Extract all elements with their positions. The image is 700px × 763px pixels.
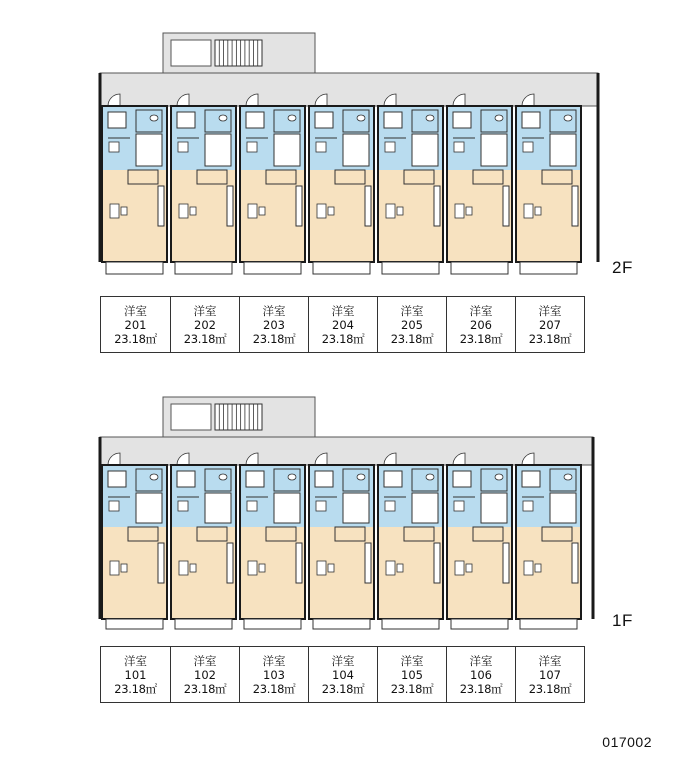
fridge [316, 142, 326, 152]
unit-cell: 洋室 202 23.18㎡ [170, 297, 239, 352]
desk [179, 561, 188, 575]
unit-bath [481, 134, 507, 166]
unit-bath [205, 493, 231, 523]
desk [110, 204, 119, 218]
wall-storage [572, 186, 578, 226]
wall-storage [434, 186, 440, 226]
fridge [178, 501, 188, 511]
wall-storage [434, 543, 440, 583]
washbasin [177, 471, 195, 487]
desk [179, 204, 188, 218]
unit-cell: 洋室 204 23.18㎡ [308, 297, 377, 352]
washbasin [384, 112, 402, 128]
chair [190, 564, 196, 572]
chair [328, 564, 334, 572]
toilet [288, 115, 296, 121]
balcony [244, 619, 301, 629]
unit-cell: 洋室 102 23.18㎡ [170, 647, 239, 702]
toilet [564, 474, 572, 480]
balcony [520, 619, 577, 629]
washbasin [522, 112, 540, 128]
desk [317, 204, 326, 218]
balcony [106, 619, 163, 629]
desk [386, 204, 395, 218]
unit-bath [274, 493, 300, 523]
fridge [247, 142, 257, 152]
unit-bath [412, 134, 438, 166]
fridge [454, 142, 464, 152]
wall-storage [503, 543, 509, 583]
wall-storage [365, 543, 371, 583]
chair [466, 564, 472, 572]
toilet [564, 115, 572, 121]
floor-label-2f: 2F [612, 258, 633, 277]
desk [248, 204, 257, 218]
balcony [451, 262, 508, 274]
toilet [219, 115, 227, 121]
wall-storage [227, 543, 233, 583]
chair [190, 207, 196, 215]
balcony [382, 619, 439, 629]
washbasin [453, 112, 471, 128]
unit-bath [205, 134, 231, 166]
toilet [357, 474, 365, 480]
washbasin [453, 471, 471, 487]
unit-cell: 洋室 206 23.18㎡ [446, 297, 515, 352]
chair [397, 207, 403, 215]
stair-block [215, 40, 262, 66]
unit-cell: 洋室 101 23.18㎡ [114, 653, 157, 696]
desk [386, 561, 395, 575]
chair [121, 564, 127, 572]
unit-bath [136, 493, 162, 523]
washbasin [384, 471, 402, 487]
unit-cell: 洋室 106 23.18㎡ [446, 647, 515, 702]
washbasin [108, 112, 126, 128]
washbasin [246, 471, 264, 487]
balcony [313, 619, 370, 629]
desk [248, 561, 257, 575]
balcony [382, 262, 439, 274]
unit-cell: 洋室 201 23.18㎡ [114, 303, 157, 346]
unit-bath [136, 134, 162, 166]
chair [259, 564, 265, 572]
toilet [426, 474, 434, 480]
unit-bath [343, 493, 369, 523]
toilet [150, 474, 158, 480]
washbasin [246, 112, 264, 128]
balcony [106, 262, 163, 274]
fridge [247, 501, 257, 511]
washbasin [177, 112, 195, 128]
toilet [219, 474, 227, 480]
landing-void [171, 404, 211, 430]
desk [455, 204, 464, 218]
wall-storage [296, 543, 302, 583]
chair [328, 207, 334, 215]
common-corridor [100, 437, 593, 465]
landing-void [171, 40, 211, 66]
wall-storage [296, 186, 302, 226]
chair [259, 207, 265, 215]
fridge [109, 142, 119, 152]
toilet [288, 474, 296, 480]
washbasin [315, 471, 333, 487]
balcony [520, 262, 577, 274]
unit-table-1f [100, 646, 585, 703]
washbasin [108, 471, 126, 487]
unit-cell: 洋室 205 23.18㎡ [377, 297, 446, 352]
unit-cell: 洋室 104 23.18㎡ [308, 647, 377, 702]
washbasin [315, 112, 333, 128]
toilet [357, 115, 365, 121]
toilet [150, 115, 158, 121]
fridge [385, 501, 395, 511]
fridge [178, 142, 188, 152]
unit-bath [412, 493, 438, 523]
unit-bath [343, 134, 369, 166]
wall-storage [227, 186, 233, 226]
balcony [175, 619, 232, 629]
desk [317, 561, 326, 575]
floor-label-1f: 1F [612, 611, 633, 630]
unit-cell: 洋室 103 23.18㎡ [239, 647, 308, 702]
balcony [313, 262, 370, 274]
balcony [451, 619, 508, 629]
unit-table-2f [100, 296, 585, 353]
unit-bath [550, 493, 576, 523]
unit-cell: 洋室 203 23.18㎡ [239, 297, 308, 352]
chair [466, 207, 472, 215]
unit-bath [274, 134, 300, 166]
desk [524, 561, 533, 575]
wall-storage [158, 186, 164, 226]
chair [397, 564, 403, 572]
balcony [175, 262, 232, 274]
desk [455, 561, 464, 575]
chair [535, 564, 541, 572]
stair-block [215, 404, 262, 430]
desk [110, 561, 119, 575]
toilet [426, 115, 434, 121]
chair [535, 207, 541, 215]
washbasin [522, 471, 540, 487]
fridge [523, 501, 533, 511]
unit-cell: 洋室 107 23.18㎡ [515, 647, 584, 702]
wall-storage [503, 186, 509, 226]
toilet [495, 115, 503, 121]
fridge [385, 142, 395, 152]
fridge [454, 501, 464, 511]
toilet [495, 474, 503, 480]
wall-storage [158, 543, 164, 583]
unit-cell: 洋室 105 23.18㎡ [377, 647, 446, 702]
fridge [316, 501, 326, 511]
desk [524, 204, 533, 218]
wall-storage [365, 186, 371, 226]
unit-bath [550, 134, 576, 166]
unit-cell: 洋室 207 23.18㎡ [515, 297, 584, 352]
fridge [523, 142, 533, 152]
unit-bath [481, 493, 507, 523]
balcony [244, 262, 301, 274]
chair [121, 207, 127, 215]
property-code: 017002 [602, 734, 652, 750]
wall-storage [572, 543, 578, 583]
fridge [109, 501, 119, 511]
